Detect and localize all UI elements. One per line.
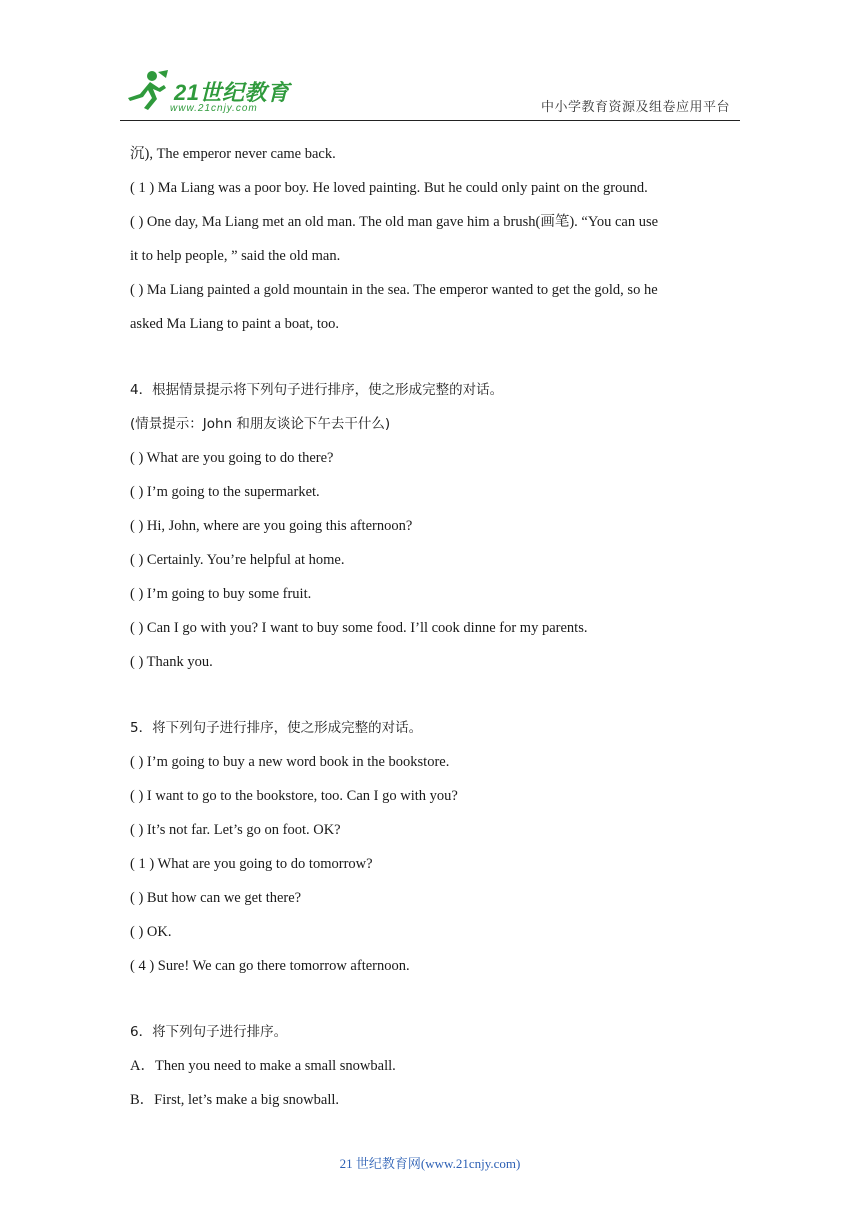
page-footer: 21 世纪教育网(www.21cnjy.com) <box>339 1156 521 1171</box>
q5-item: ( ) But how can we get there? <box>130 890 302 906</box>
q6-option: A．Then you need to make a small snowball. <box>130 1058 396 1074</box>
logo-text: 21世纪教育 <box>174 80 290 105</box>
text-line: ( ) One day, Ma Liang met an old man. The old man gave him a brush(画笔). “You can use <box>130 214 659 230</box>
q4-item: ( ) Can I go with you? I want to buy some food. I’ll cook dinne for my parents. <box>130 620 588 636</box>
q4-item: ( ) What are you going to do there? <box>130 450 334 466</box>
q4-item: ( ) I’m going to the supermarket. <box>130 484 320 500</box>
spacer <box>130 341 730 373</box>
q4-item: ( ) I’m going to buy some fruit. <box>130 586 312 602</box>
question-5-title: 5．将下列句子进行排序，使之形成完整的对话。 <box>130 720 423 736</box>
q5-item: ( ) OK. <box>130 924 172 940</box>
site-logo <box>122 68 292 118</box>
spacer <box>130 983 730 1015</box>
text-line: ( 1 ) Ma Liang was a poor boy. He loved painting. But he could only paint on the ground. <box>130 180 648 196</box>
q5-item: ( ) I’m going to buy a new word book in the bookstore. <box>130 754 450 770</box>
question-4-hint: (情景提示：John 和朋友谈论下午去干什么) <box>130 416 391 432</box>
text-line: 沉), The emperor never came back. <box>130 146 336 162</box>
q5-item: ( 4 ) Sure! We can go there tomorrow afternoon. <box>130 958 410 974</box>
q4-item: ( ) Thank you. <box>130 654 213 670</box>
platform-label: 中小学教育资源及组卷应用平台 <box>540 100 730 115</box>
question-4-title: 4．根据情景提示将下列句子进行排序，使之形成完整的对话。 <box>130 382 504 398</box>
text-line: it to help people, ” said the old man. <box>130 248 341 264</box>
q4-item: ( ) Certainly. You’re helpful at home. <box>130 552 345 568</box>
q6-option: B．First, let’s make a big snowball. <box>130 1092 340 1108</box>
text-line: ( ) Ma Liang painted a gold mountain in the sea. The emperor wanted to get the gold, so he <box>130 282 658 298</box>
q5-item: ( ) I want to go to the bookstore, too. Can I go with you? <box>130 788 458 804</box>
header-divider <box>120 120 740 121</box>
q5-item: ( 1 ) What are you going to do tomorrow? <box>130 856 373 872</box>
spacer <box>130 679 730 711</box>
logo-url: www.21cnjy.com <box>170 103 258 114</box>
document-body <box>130 137 730 1117</box>
text-line: asked Ma Liang to paint a boat, too. <box>130 316 339 332</box>
page-header <box>0 0 860 125</box>
question-6-title: 6．将下列句子进行排序。 <box>130 1024 288 1040</box>
q4-item: ( ) Hi, John, where are you going this afternoon? <box>130 518 413 534</box>
runner-icon <box>122 68 172 113</box>
q5-item: ( ) It’s not far. Let’s go on foot. OK? <box>130 822 341 838</box>
